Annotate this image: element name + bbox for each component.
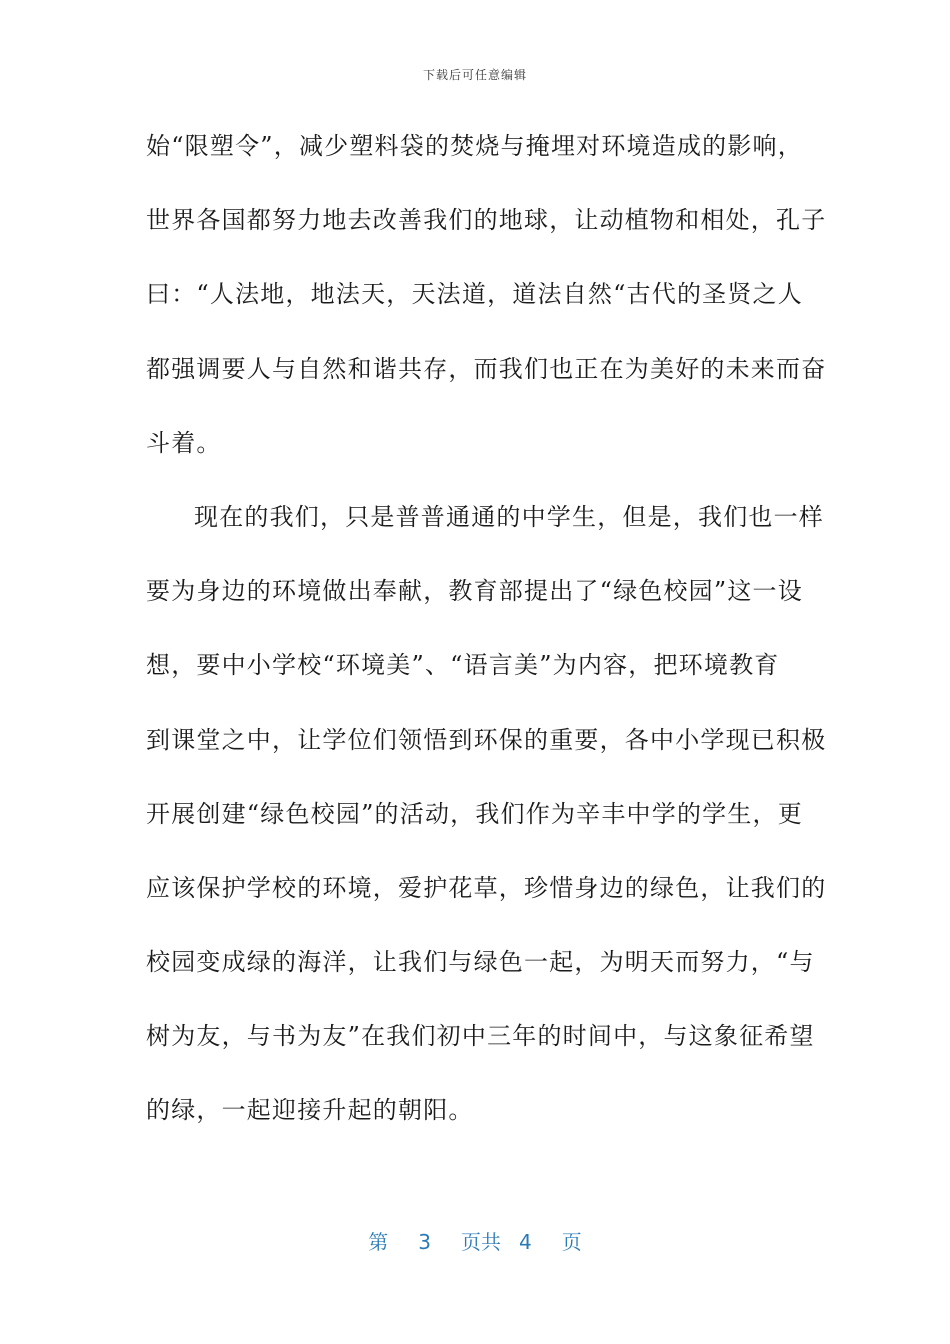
text-line: 应该保护学校的环境，爱护花草，珍惜身边的绿色，让我们的 [146,873,827,902]
text-line: 到课堂之中，让学位们领悟到环保的重要，各中小学现已积极 [146,725,827,754]
document-body [146,118,827,1157]
text-line: 始“限塑令”，减少塑料袋的焚烧与掩埋对环境造成的影响， [146,132,803,160]
page-footer [0,1226,950,1255]
text-line: 开展创建“绿色校园”的活动，我们作为辛丰中学的学生，更 [146,799,803,828]
text-line: 世界各国都努力地去改善我们的地球，让动植物和相处，孔子 [146,206,827,235]
text-line: 校园变成绿的海洋，让我们与绿色一起，为明天而努力，“与 [146,948,815,977]
paragraph-start-line: 现在的我们，只是普普通通的中学生，但是，我们也一样 [194,502,824,531]
text-line: 斗着。 [146,428,222,457]
text-line: 要为身边的环境做出奉献，教育部提出了“绿色校园”这一设 [146,577,803,606]
page-prefix: 第 [368,1230,389,1254]
text-line: 想，要中小学校“环境美”、“语言美”为内容，把环境教育 [146,651,780,680]
header-note: 下载后可任意编辑 [422,68,527,82]
text-line: 的绿，一起迎接升起的朝阳。 [146,1096,474,1125]
text-line: 曰：“人法地，地法天，天法道，道法自然“古代的圣贤之人 [146,280,803,309]
page-suffix: 页 [561,1230,582,1254]
text-line: 树为友，与书为友”在我们初中三年的时间中，与这象征希望 [146,1022,815,1051]
current-page-number: 3 [418,1230,431,1254]
total-pages-number: 4 [519,1230,532,1254]
text-line: 都强调要人与自然和谐共存，而我们也正在为美好的未来而奋 [146,354,827,383]
page-mid-text: 页共 [461,1230,501,1254]
